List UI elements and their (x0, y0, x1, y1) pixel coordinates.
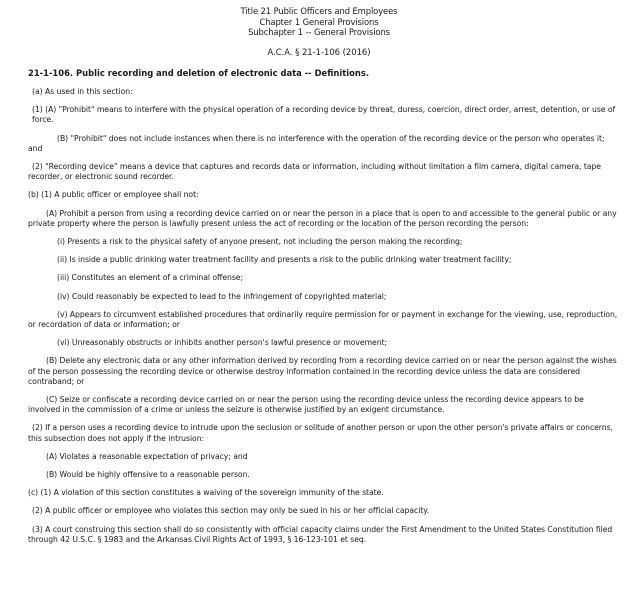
paragraph-b2: (2) If a person uses a recording device to intrude upon the seclusion or solitude of another person or upon the other person's private affairs or concerns, this subsection does not apply if the intrusion: (28, 423, 613, 443)
paragraph-c3: (3) A court construing this section shall do so consistently with official capacity claims under the First Amendment to the United States Constitution filed through 42 U.S.C. § 1983 and the Arkansas Civil Rights Act of 1993, § 16-123-101 et seq. (28, 524, 613, 544)
paragraph-b1: (b) (1) A public officer or employee shall not: (28, 190, 199, 200)
paragraph-a2: (2) "Recording device" means a device that captures and records data or information, including without limitation a film camera, digital camera, tape recorder, or electronic sound recorder. (28, 161, 601, 182)
paragraph-b1A-ii: (ii) Is inside a public drinking water treatment facility and presents a risk to the public drinking water treatment facility; (57, 255, 512, 265)
paragraph-b1A: (A) Prohibit a person from using a recording device carried on or near the person in a place that is open to and accessible to the general public or any private property where the person is lawfully present unless the act of recording or the location of the person recording the person: (28, 208, 617, 228)
paragraph-b1C: (C) Seize or confiscate a recording device carried on or near the person using the recording device unless the recording device appears to be involved in the commission of a crime or unless the seizure is otherwise justified by an exigent circumstance. (28, 395, 584, 415)
paragraph-b1A-v: (v) Appears to circumvent established procedures that ordinarily require permission for or payment in exchange for the viewing, use, reproduction, or recordation of data or information; or (28, 309, 618, 330)
paragraph-c1: (c) (1) A violation of this section constitutes a waiving of the sovereign immunity of the state. (28, 488, 384, 498)
paragraph-a: (a) As used in this section: (32, 86, 133, 96)
paragraph-b1A-vi: (vi) Unreasonably obstructs or inhibits another person's lawful presence or movement; (57, 338, 388, 348)
chapter-line: Chapter 1 General Provisions (259, 16, 379, 27)
paragraph-b1A-iii: (iii) Constitutes an element of a criminal offense; (57, 273, 244, 283)
subchapter-line: Subchapter 1 -- General Provisions (248, 27, 390, 38)
document-header (20, 6, 618, 38)
section-title: 21-1-106. Public recording and deletion of electronic data -- Definitions. (28, 68, 370, 79)
paragraph-b2A: (A) Violates a reasonable expectation of privacy; and (46, 451, 248, 461)
title-line: Title 21 Public Officers and Employees (240, 6, 398, 16)
paragraph-b1B: (B) Delete any electronic data or any other information derived by recording from a recording device carried on or near the person against the wishes of the person possessing the recording device or otherwise destroy information contained in the recording device unless the data are considered contraband; or (28, 356, 617, 386)
paragraph-b1A-iv: (iv) Could reasonably be expected to lead to the infringement of copyrighted material; (57, 291, 387, 301)
paragraph-b2B: (B) Would be highly offensive to a reasonable person. (46, 470, 250, 480)
paragraph-c2: (2) A public officer or employee who violates this section may only be sued in his or her official capacity. (32, 506, 430, 516)
paragraph-b1A-i: (i) Presents a risk to the physical safety of anyone present, not including the person making the recording; (57, 237, 463, 246)
citation: A.C.A. § 21-1-106 (2016) (267, 46, 371, 57)
paragraph-a1B: (B) "Prohibit" does not include instances when there is no interference with the operation of the recording device or the person who operates it; and (28, 133, 605, 153)
paragraph-a1A: (1) (A) "Prohibit" means to interfere with the physical operation of a recording device by threat, duress, coercion, direct order, arrest, detention, or use of force. (32, 105, 616, 125)
